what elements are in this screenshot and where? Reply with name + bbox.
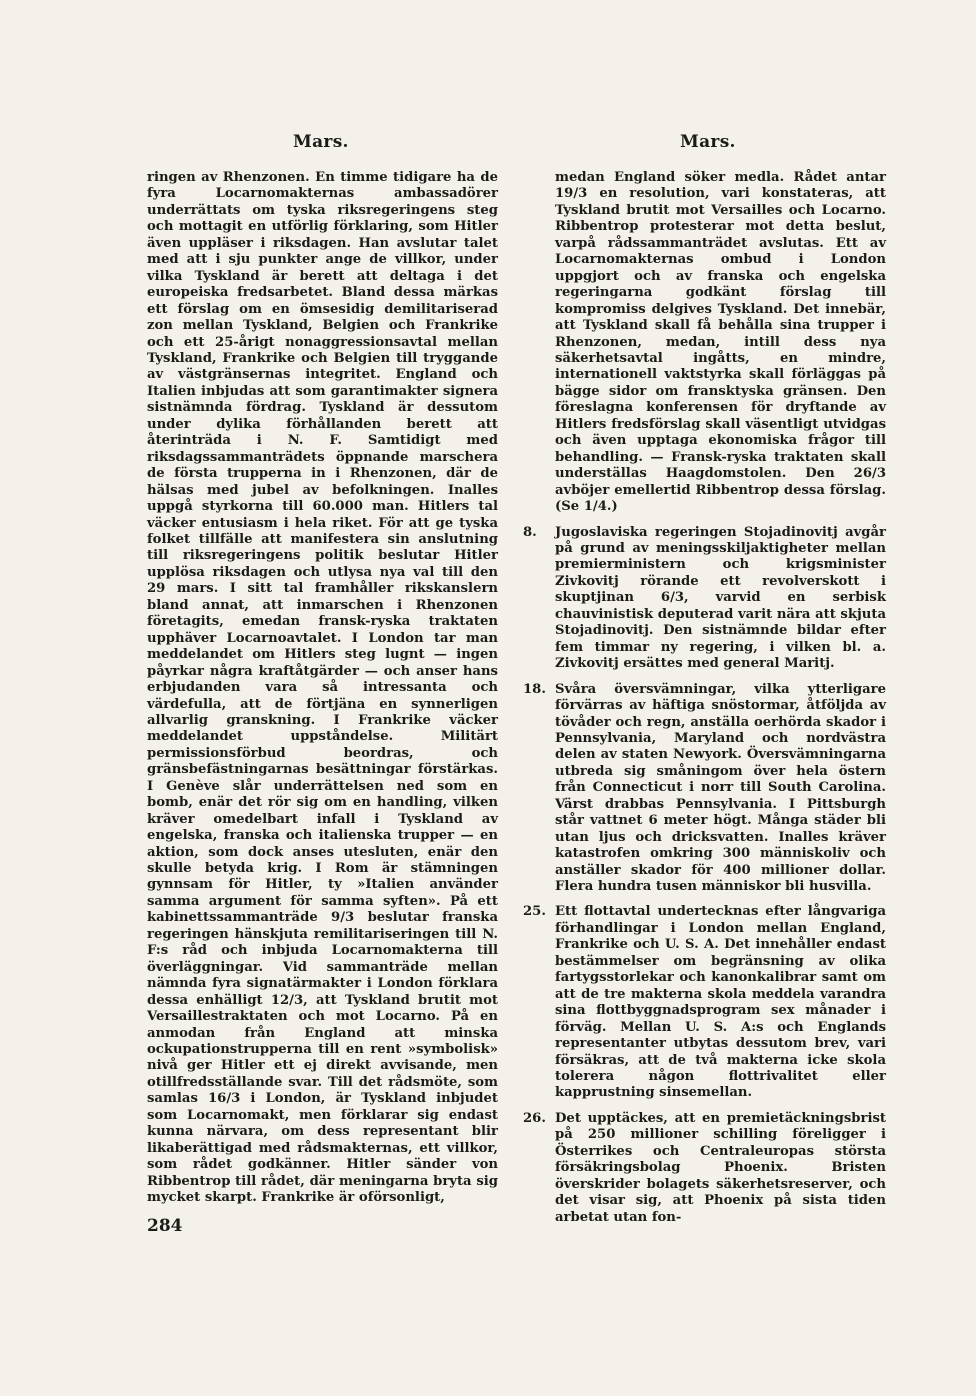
chronicle-entry-18 (523, 682, 886, 896)
chronicle-entry-26 (523, 1111, 886, 1226)
entry-date: 25. (523, 904, 546, 920)
entry-date: 8. (523, 524, 537, 540)
page-number: 284 (147, 1216, 183, 1236)
entry-date: 26. (523, 1110, 546, 1126)
left-column (147, 170, 498, 1207)
entry-text: Svåra översvämningar, vilka ytterligare förvärras av häftiga snöstormar, åtföljda av tövåder och regn, anställa oerhörda skador i Pennsylvania, Maryland och nordvästra delen av staten Newyork. Översvämningarna utbreda sig småningom över hela östern från Connecticut i norr till South Carolina. Värst drabbas Pennsylvania. I Pittsburgh står vattnet 6 meter högt. Många städer bli utan ljus och dricksvatten. Inalles kräver katastrofen omkring 300 människoliv och anställer skador för 400 millioner dollar. Flera hundra tusen människor bli husvilla. (555, 681, 886, 895)
running-header-right: Mars. (680, 132, 736, 152)
running-header-left: Mars. (293, 132, 349, 152)
entry-text: Ett flottavtal undertecknas efter långvariga förhandlingar i London mellan England, Frankrike och U. S. A. Det innehåller endast bestämmelser om begränsning av olika fartygsstorlekar och kanonkalibrar samt om att de tre makterna skola meddela varandra sina flottbyggnadsprogram sex månader i förväg. Mellan U. S. A:s och Englands representanter utbytas dessutom brev, vari försäkras, att de två makterna icke skola tolerera någon flottrivalitet eller kapprustning sinsemellan. (555, 904, 886, 1101)
right-column (523, 170, 886, 1226)
chronicle-entry-8 (523, 525, 886, 673)
left-column-paragraph: ringen av Rhenzonen. En timme tidigare ha de fyra Locarnomakternas ambassadörer underrättats om tyska riksregeringens steg och mottagit en utförlig förklaring, som Hitler även uppläser i riksdagen. Han avslutar talet med att i sju punkter ange de villkor, under vilka Tyskland är berett att deltaga i det europeiska fredsarbetet. Bland dessa märkas ett förslag om en ömsesidig demilitariserad zon mellan Tyskland, Belgien och Frankrike och ett 25-årigt nonaggressionsavtal mellan Tyskland, Frankrike och Belgien till tryggande av västgränsernas integritet. England och Italien inbjudas att som garantimakter signera sistnämnda fördrag. Tyskland är dessutom under dylika förhållanden berett att återinträda i N. F. Samtidigt med riksdagssammanträdets öppnande marschera de första trupperna in i Rhenzonen, där de hälsas med jubel av befolkningen. Inalles uppgå styrkorna till 60.000 man. Hitlers tal väcker entusiasm i hela riket. För att ge tyska folket tillfälle att manifestera sin anslutning till riksregeringens politik beslutar Hitler upplösa riksdagen och utlysa nya val till den 29 mars. I sitt tal framhåller rikskanslern bland annat, att inmarschen i Rhenzonen företagits, emedan fransk-ryska traktaten upphäver Locarnoavtalet. I London tar man meddelandet om Hitlers steg lugnt — ingen påyrkar några kraftåtgärder — och anser hans erbjudanden vara så intressanta och värdefulla, att de förtjäna en synnerligen allvarlig granskning. I Frankrike väcker meddelandet uppståndelse. Militärt permissionsförbud beordras, och gränsbefästningarnas besättningar förstärkas. I Genève slår underrättelsen ned som en bomb, enär det rör sig om en handling, vilken kräver omedelbart infall i Tyskland av engelska, franska och italienska trupper — en aktion, som dock anses utesluten, enär den skulle betyda krig. I Rom är stämningen gynnsam för Hitler, ty »Italien använder samma argument för samma syften». På ett kabinettssammanträde 9/3 beslutar franska regeringen hänskjuta remilitariseringen till N. F:s råd och inbjuda Locarnomakterna till överläggningar. Vid sammanträde mellan nämnda fyra signatärmakter i London förklara dessa enhälligt 12/3, att Tyskland brutit mot Versaillestraktaten och mot Locarno. På en anmodan från England att minska ockupationstrupperna till en rent »symbolisk» nivå ger Hitler ett ej direkt avvisande, men otillfredsställande svar. Till det rådsmöte, som samlas 16/3 i London, är Tyskland inbjudet som Locarnomakt, men förklarar sig endast kunna närvara, om dess representant blir likaberättigad med rådsmakternas, ett villkor, som rådet godkänner. Hitler sänder von Ribbentrop till rådet, där meningarna bryta sig mycket skarpt. Frankrike är oförsonligt, (147, 170, 498, 1206)
chronicle-entry-25 (523, 904, 886, 1101)
entry-date: 18. (523, 681, 546, 697)
entry-text: Jugoslaviska regeringen Stojadinovitj avgår på grund av meningsskiljaktigheter mellan premierministern och krigsminister Zivkovitj rörande ett revolverskott i skuptjinan 6/3, varvid en serbisk chauvinistisk deputerad varit nära att skjuta Stojadinovitj. Den sistnämnde bildar efter fem timmar ny regering, i vilken bl. a. Zivkovitj ersättes med general Maritj. (555, 524, 886, 672)
continued-paragraph: medan England söker medla. Rådet antar 19/3 en resolution, vari konstateras, att Tyskland brutit mot Versailles och Locarno. Ribbentrop protesterar mot detta beslut, varpå rådssammanträdet avslutas. Ett av Locarnomakternas ombud i London uppgjort och av franska och engelska regeringarna godkänt förslag till kompromiss delgives Tyskland. Det innebär, att Tyskland skall få behålla sina trupper i Rhenzonen, medan, intill dess nya säkerhetsavtal ingåtts, en mindre, internationell vaktstyrka skall förläggas på bägge sidor om fransktyska gränsen. Den föreslagna konferensen för dryftande av Hitlers fredsförslag skall väsentligt utvidgas och även upptaga ekonomiska frågor till behandling. — Fransk-ryska traktaten skall underställas Haagdomstolen. Den 26/3 avböjer emellertid Ribbentrop dessa förslag. (Se 1/4.) (555, 170, 886, 515)
entry-text: Det upptäckes, att en premietäckningsbrist på 250 millioner schilling föreligger i Österrikes och Centraleuropas största försäkringsbolag Phoenix. Bristen överskrider bolagets säkerhetsreserver, och det visar sig, att Phoenix på sista tiden arbetat utan fon- (555, 1110, 886, 1225)
